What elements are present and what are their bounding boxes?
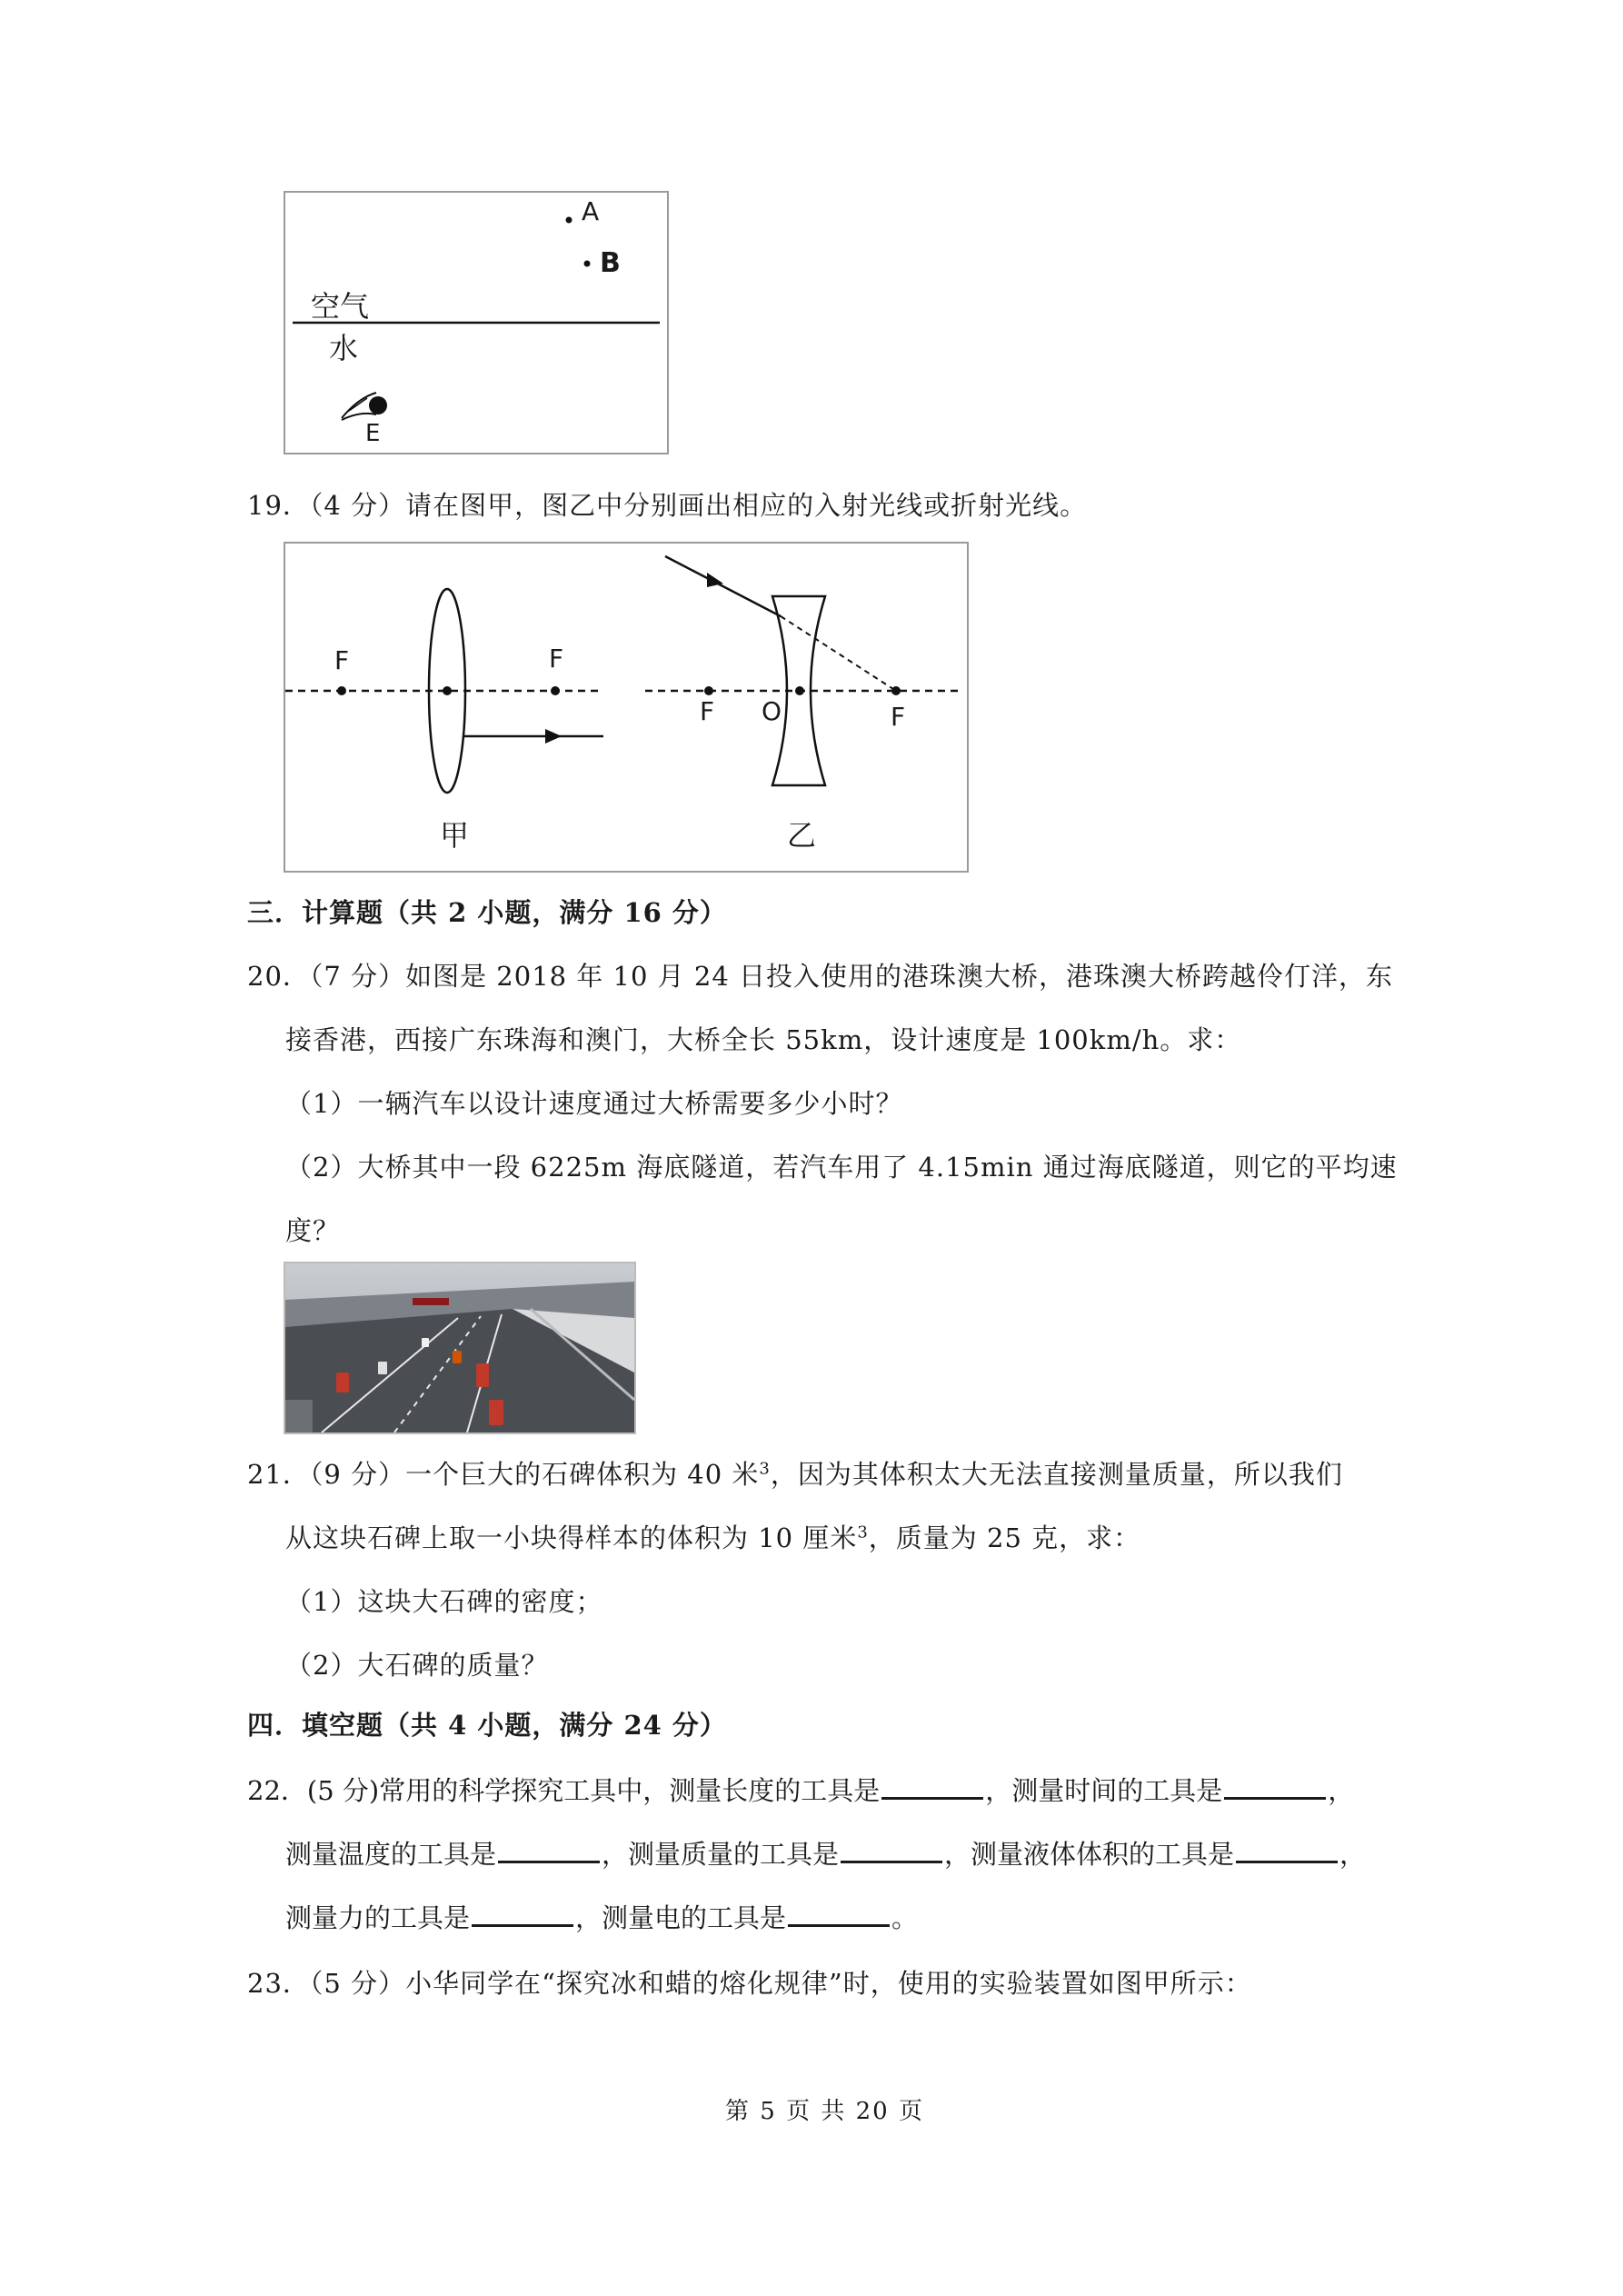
- question-21-line-2-b: ，质量为 25 克，求：: [868, 1522, 1141, 1553]
- section-4-title: 四．填空题（共 4 小题，满分 24 分）: [247, 1710, 727, 1741]
- question-20-sub-2: （2）大桥其中一段 6225m 海底隧道，若汽车用了 4.15min 通过海底隧道，则它的平均速: [285, 1152, 1398, 1183]
- label-o-yi: O: [762, 696, 782, 726]
- answer-blank[interactable]: [472, 1901, 573, 1927]
- question-21-line-1-b: ，因为其体积太大无法直接测量质量，所以我们: [770, 1459, 1343, 1490]
- answer-blank[interactable]: [1224, 1773, 1326, 1800]
- question-20-sub-2-cont: 度？: [285, 1215, 341, 1246]
- q22-text-2: ，测量时间的工具是: [985, 1775, 1223, 1806]
- question-22-line-3: [285, 1900, 918, 1936]
- question-21-line-2-a: 从这块石碑上取一小块得样本的体积为 10 厘米: [285, 1522, 858, 1553]
- bridge-photo: [284, 1262, 636, 1434]
- focus-right-jia: [551, 686, 560, 695]
- label-f-yi-left: F: [700, 696, 715, 726]
- label-water: 水: [329, 331, 359, 365]
- section-3-title: 三．计算题（共 2 小题，满分 16 分）: [247, 897, 727, 928]
- question-21-line-1-a: 21．（9 分）一个巨大的石碑体积为 40 米: [247, 1459, 760, 1490]
- q22-text-7: ，: [1339, 1839, 1367, 1870]
- bridge-photo-illustration: [285, 1263, 634, 1433]
- question-22-line-2: [285, 1836, 1366, 1872]
- answer-blank[interactable]: [788, 1901, 890, 1927]
- answer-blank[interactable]: [841, 1837, 942, 1863]
- point-b: [584, 261, 591, 267]
- q22-text-10: 。: [891, 1902, 919, 1933]
- q22-text-8: 测量力的工具是: [285, 1902, 471, 1933]
- q22-text-3: ，: [1328, 1775, 1355, 1806]
- question-21-sub-2: （2）大石碑的质量？: [285, 1650, 549, 1681]
- focus-left-jia: [337, 686, 346, 695]
- optical-center-jia: [443, 686, 452, 695]
- question-23: 23．（5 分）小华同学在“探究冰和蜡的熔化规律”时，使用的实验装置如图甲所示：: [247, 1968, 1252, 1999]
- superscript-3: 3: [759, 1459, 771, 1479]
- answer-blank[interactable]: [498, 1837, 600, 1863]
- label-jia: 甲: [440, 818, 470, 853]
- answer-blank[interactable]: [881, 1773, 983, 1800]
- label-f-yi-right: F: [891, 702, 906, 732]
- q22-text-4: 测量温度的工具是: [285, 1839, 497, 1870]
- label-b: B: [600, 247, 621, 279]
- incident-ray-yi: [665, 556, 781, 616]
- question-19: 19．（4 分）请在图甲，图乙中分别画出相应的入射光线或折射光线。: [247, 490, 1088, 521]
- answer-blank[interactable]: [1236, 1837, 1338, 1863]
- question-21-sub-1: （1）这块大石碑的密度；: [285, 1586, 603, 1617]
- question-20-sub-1: （1）一辆汽车以设计速度通过大桥需要多少小时？: [285, 1088, 903, 1119]
- superscript-3: 3: [857, 1522, 869, 1542]
- q22-text-6: ，测量液体体积的工具是: [944, 1839, 1235, 1870]
- label-f-jia-left: F: [334, 645, 350, 675]
- label-air: 空气: [311, 289, 370, 324]
- q22-text-5: ，测量质量的工具是: [602, 1839, 840, 1870]
- q22-text-9: ，测量电的工具是: [575, 1902, 787, 1933]
- focus-left-yi: [704, 686, 713, 695]
- optical-center-yi: [795, 686, 804, 695]
- question-21-line-2: [285, 1520, 1140, 1556]
- label-e: E: [365, 420, 381, 447]
- lens-diagram: [285, 544, 967, 871]
- q22-text-1: 22．(5 分)常用的科学探究工具中，测量长度的工具是: [247, 1775, 881, 1806]
- question-20-line-1: 20．（7 分）如图是 2018 年 10 月 24 日投入使用的港珠澳大桥，港珠澳大桥跨越伶仃洋，东: [247, 961, 1393, 992]
- extension-line-yi: [781, 616, 896, 691]
- label-yi: 乙: [787, 818, 817, 853]
- arrow-icon: [545, 729, 562, 744]
- label-a: A: [582, 196, 600, 226]
- question-20-line-2: 接香港，西接广东珠海和澳门，大桥全长 55km，设计速度是 100km/h。求：: [285, 1024, 1242, 1055]
- question-21-line-1: [247, 1456, 1343, 1492]
- point-a: [566, 217, 573, 224]
- air-water-figure: [284, 191, 669, 454]
- eye-icon: [342, 393, 387, 420]
- question-22-line-1: [247, 1772, 1354, 1809]
- lens-figure: [284, 542, 969, 873]
- label-f-jia-right: F: [549, 644, 564, 674]
- page-footer: 第 5 页 共 20 页: [725, 2098, 924, 2125]
